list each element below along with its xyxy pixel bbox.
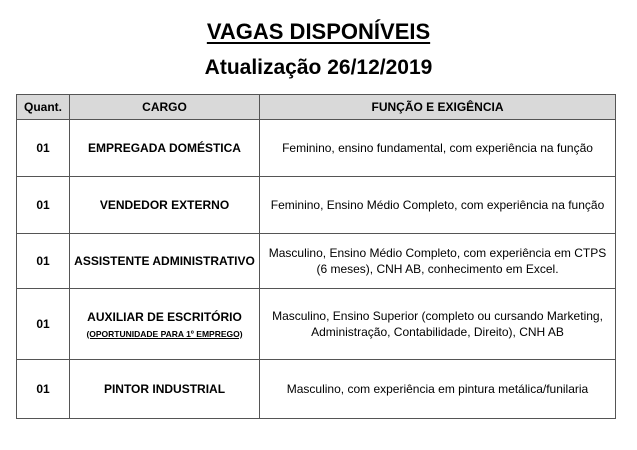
table-row — [17, 120, 616, 177]
page-title: VAGAS DISPONÍVEIS — [206, 19, 431, 44]
cell-funcao: Masculino, Ensino Superior (completo ou cursando Marketing, Administração, Contabilidade, Direito), CNH AB — [260, 289, 616, 360]
update-date: Atualização 26/12/2019 — [204, 56, 433, 79]
table-row — [17, 289, 616, 360]
cargo-title: PINTOR INDUSTRIAL — [103, 382, 226, 396]
column-header-qty: Quant. — [17, 95, 70, 120]
cell-funcao: Feminino, Ensino Médio Completo, com experiência na função — [260, 177, 616, 234]
cell-funcao: Feminino, ensino fundamental, com experiência na função — [260, 120, 616, 177]
table-row — [17, 360, 616, 419]
cell-cargo — [70, 234, 260, 289]
cell-qty: 01 — [17, 177, 70, 234]
jobs-table — [16, 94, 616, 419]
cargo-title: AUXILIAR DE ESCRITÓRIO — [87, 309, 242, 324]
column-header-funcao: FUNÇÃO E EXIGÊNCIA — [260, 95, 616, 120]
cell-qty: 01 — [17, 120, 70, 177]
cell-qty: 01 — [17, 360, 70, 419]
cell-qty: 01 — [17, 234, 70, 289]
table-row — [17, 234, 616, 289]
cargo-title: EMPREGADA DOMÉSTICA — [88, 141, 241, 155]
cell-funcao: Masculino, Ensino Médio Completo, com experiência em CTPS (6 meses), CNH AB, conhecimento em Excel. — [260, 234, 616, 289]
cell-cargo — [70, 177, 260, 234]
cell-cargo — [70, 289, 260, 360]
cargo-note: (OPORTUNIDADE PARA 1º EMPREGO) — [86, 328, 243, 339]
table-header-row — [17, 95, 616, 120]
table-row — [17, 177, 616, 234]
cell-qty: 01 — [17, 289, 70, 360]
cell-funcao: Masculino, com experiência em pintura metálica/funilaria — [260, 360, 616, 419]
cargo-title: ASSISTENTE ADMINISTRATIVO — [74, 254, 255, 268]
cargo-title: VENDEDOR EXTERNO — [99, 198, 230, 212]
cell-cargo — [70, 120, 260, 177]
cell-cargo — [70, 360, 260, 419]
column-header-cargo: CARGO — [70, 95, 260, 120]
